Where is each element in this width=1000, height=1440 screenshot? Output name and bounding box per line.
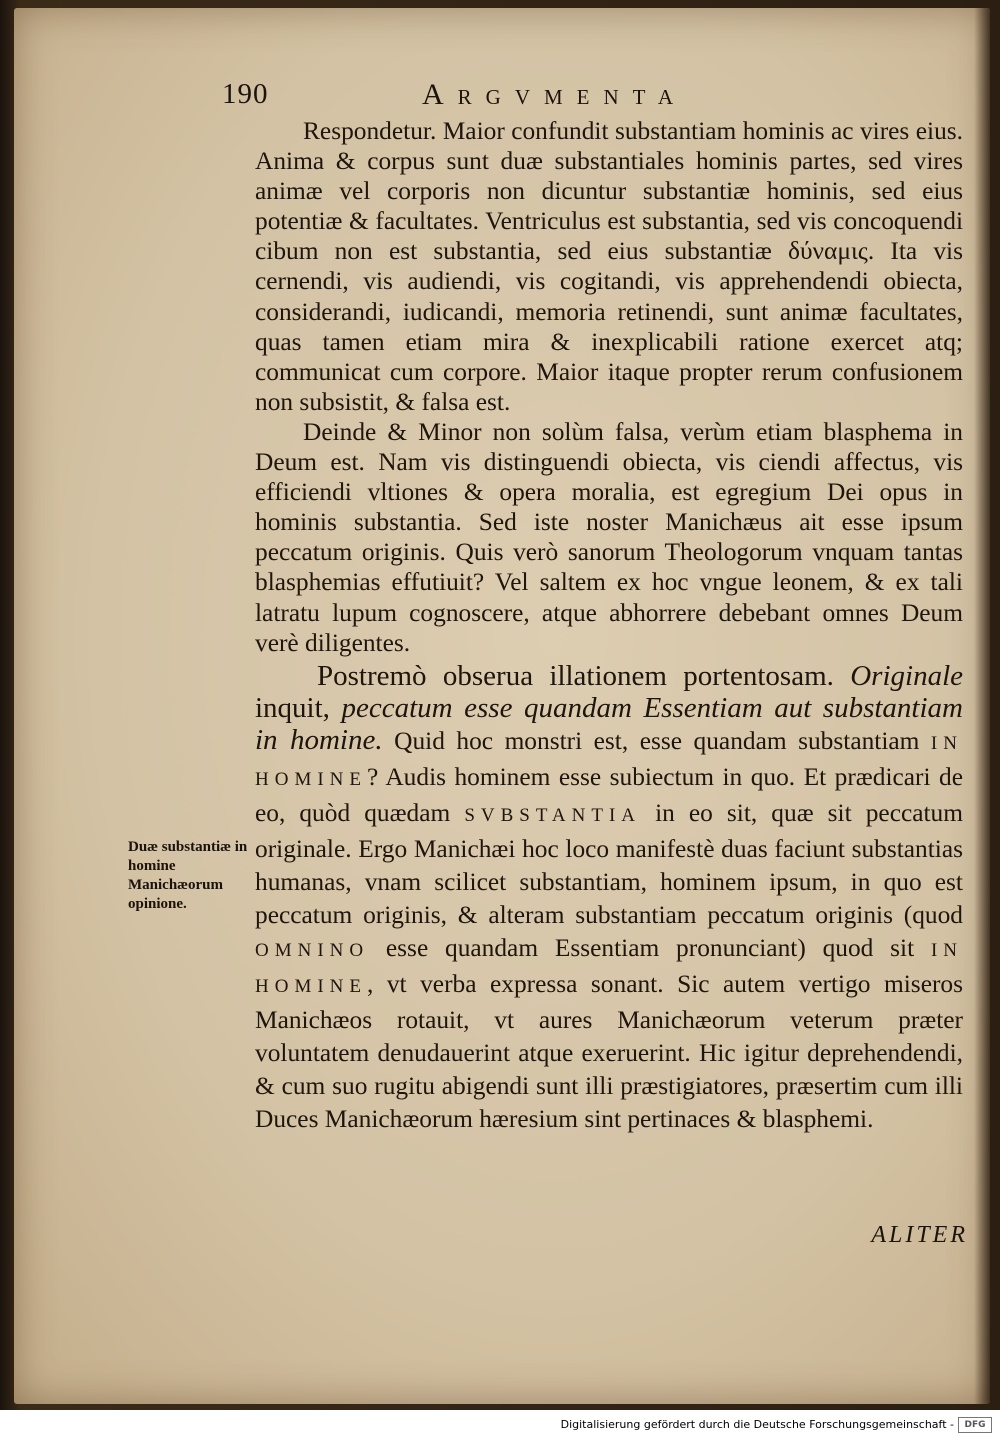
paragraph-respondetur: Respondetur. Maior confundit substantiam hominis ac vires eius. Anima & corpus sunt duæ substantiales hominis partes, sed vires animæ vel corporis non dicuntur substantiæ hominis, sed eius potentiæ & facultates. Ventriculus est substantia, sed vis concoquendi cibum non est substantia, sed eius substantiæ δύναμις. Ita vis cernendi, vis audiendi, vis cogitandi, vis apprehendendi obiecta, considerandi, iudicandi, memoria retinendi, sunt animæ facultates, quas tamen etiam mira & inexplicabili ratione exercet atq; communicat cum corpore. Maior itaque propter rerum confusionem non subsistit, & falsa est. [255, 117, 963, 416]
digitization-footer [0, 1410, 1000, 1440]
spaced-omnino: OMNINO [255, 939, 370, 961]
catchword: ALITER [871, 1222, 968, 1248]
text-run: , vt verba expressa sonant. Sic autem vertigo miseros Manichæos rotauit, vt aures Manichæorum veterum præter voluntatem denudauerint atque exeruerint. Hic igitur deprehendendi, & cum suo rugitu abigendi sunt illi præstigiatores, præsertim cum illi Duces Manichæorum hæresium sint pertinaces & blasphemi. [255, 969, 963, 1133]
dfg-logo-icon: DFG [958, 1417, 992, 1433]
main-text [255, 116, 963, 1135]
text-run: Quid hoc monstri est, esse quandam substantiam [382, 726, 931, 755]
page-spine-shadow [974, 8, 990, 1404]
spaced-substantia: SVBSTANTIA [464, 804, 642, 826]
running-title: Argvmenta [422, 78, 687, 111]
text-run: esse quandam Essentiam pronunciant) quod sit [369, 933, 931, 962]
spaced-in-homine-2: IN HOMINE [255, 939, 963, 997]
postremo-lead: Postremò obserua illationem portentosam. [317, 659, 834, 692]
page-header [222, 78, 762, 118]
paragraph-postremo [255, 660, 963, 1135]
text-run: ? Audis hominem esse subiectum in quo. Et prædicari de eo, quòd quædam [255, 762, 963, 827]
footer-credit: Digitalisierung gefördert durch die Deutsche Forschungsgemeinschaft - [560, 1418, 954, 1431]
margin-note: Duæ substantiæ in homine Manichæorum opinione. [128, 839, 248, 912]
paragraph-deinde: Deinde & Minor non solùm falsa, verùm etiam blasphema in Deum est. Nam vis distinguendi obiecta, vis ciendi affectus, vis efficiendi vltiones & opera moralia, est egregium Dei opus in hominis substantia. Sed iste noster Manichæus ait esse ipsum peccatum originis. Quis verò sanorum Theologorum vnquam tantas blasphemias effutiuit? Vel saltem ex hoc vngue leonem, & ex tali latratu lupum cognoscere, atque abhorrere debebant omnes Deum verè diligentes. [255, 417, 963, 657]
spaced-in-homine: IN HOMINE [255, 732, 963, 790]
text-run: inquit, [255, 691, 342, 724]
italic-quote: peccatum esse quandam Essentiam aut substantiam in homine. [255, 691, 963, 756]
page-number: 190 [222, 78, 269, 110]
text-run: in eo sit, quæ sit peccatum originale. Ergo Manichæi hoc loco manifestè duas faciunt substantias humanas, vnam scilicet substantiam, hominem ipsum, in quo est peccatum originis, & alteram substantiam peccatum originis (quod [255, 798, 963, 929]
italic-originale: Originale [850, 659, 964, 692]
